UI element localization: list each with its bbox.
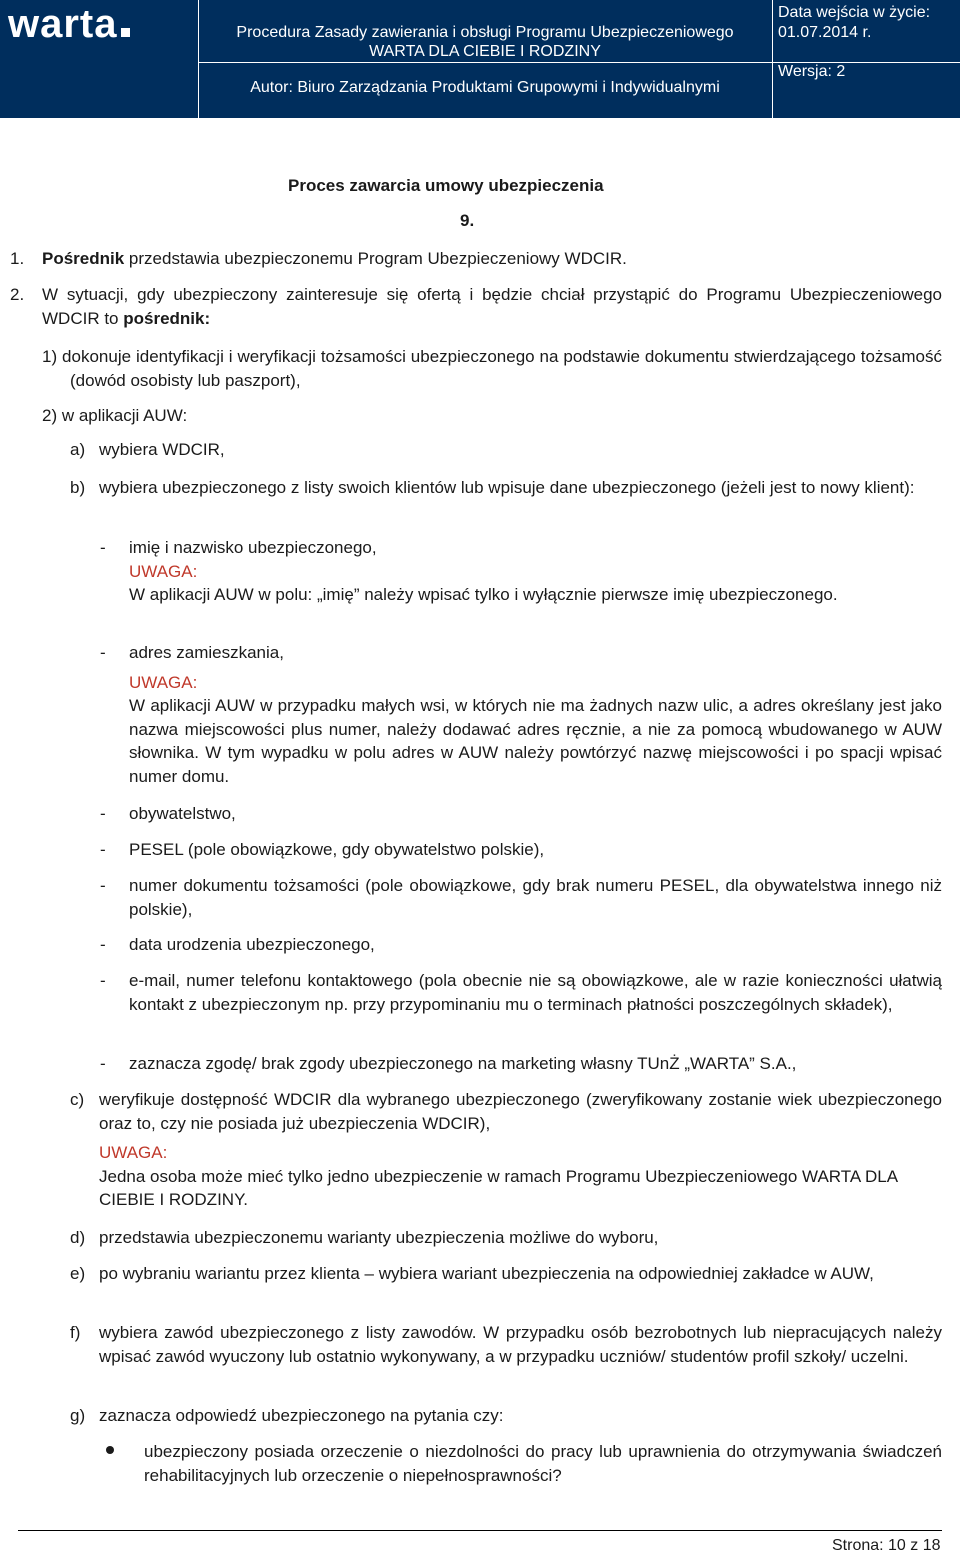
field-name: imię i nazwisko ubezpieczonego, UWAGA: W aplikacji AUW w polu: „imię” należy wpisać tylko i wyłącznie pierwsze imię ubezpieczonego. [129, 538, 838, 604]
footer-divider [18, 1530, 942, 1531]
subitem-1: 1) dokonuje identyfikacji i weryfikacji tożsamości ubezpieczonego na podstawie dokumentu stwierdzającego tożsamość (dowód osobisty lub paszport), [42, 347, 942, 390]
warta-logo: warta [8, 2, 130, 47]
e-text: po wybraniu wariantu przez klienta – wybiera wariant ubezpieczenia na odpowiedniej zakładce w AUW, [99, 1264, 874, 1283]
a-label: a) [70, 440, 86, 459]
dash: - [100, 538, 106, 557]
field-birth-date: data urodzenia ubezpieczonego, [129, 935, 375, 954]
g-text: zaznacza odpowiedź ubezpieczonego na pytania czy: [99, 1406, 504, 1425]
author: Autor: Biuro Zarządzania Produktami Grupowymi i Indywidualnymi [250, 79, 720, 96]
date-value: 01.07.2014 r. [778, 24, 872, 41]
field-id-document: numer dokumentu tożsamości (pole obowiązkowe, gdy brak numeru PESEL, dla obywatelstwa innego niż polskie), [129, 876, 942, 919]
dash: - [100, 876, 106, 895]
c-text: weryfikuje dostępność WDCIR dla wybranego ubezpieczonego (zweryfikowany zostanie wiek ubezpieczonego oraz to, czy nie posiada już ubezpieczenia WDCIR), UWAGA: Jedna osoba może mieć tylko jedno ubezpieczenie w ramach Programu Ubezpieczeniowego WARTA DLA CIEBIE I RODZINY. [99, 1090, 942, 1209]
f-label: f) [70, 1323, 81, 1342]
f-text: wybiera zawód ubezpieczonego z listy zawodów. W przypadku osób bezrobotnych lub niepracujących należy wpisać zawód wyuczony lub ostatnio wykonywany, a w przypadku uczniów/ studentów profil szkoły/ uczelni. [99, 1323, 942, 1366]
field-citizenship: obywatelstwo, [129, 804, 236, 823]
version: Wersja: 2 [778, 63, 846, 80]
dash: - [100, 840, 106, 859]
page-number: Strona: 10 z 18 [832, 1537, 941, 1554]
e-label: e) [70, 1264, 86, 1283]
g-label: g) [70, 1406, 86, 1425]
field-pesel: PESEL (pole obowiązkowe, gdy obywatelstwo polskie), [129, 840, 545, 859]
section-number: 9. [460, 211, 475, 230]
field-address: adres zamieszkania, UWAGA: W aplikacji AUW w przypadku małych wsi, w których nie ma żadnych nazw ulic, a adres określany jest jako nazwa miejscowości plus numer, należy dodawać adres ręcznie, a nie za pomocą wbudowanego w AUW słownika. W tym wypadku w polu adres w AUW należy powtórzyć nazwę miejscowości i po spacji wpisać numer domu. [129, 643, 942, 786]
item-2: W sytuacji, gdy ubezpieczony zainteresuje się ofertą i będzie chciał przystąpić do Programu Ubezpieczeniowego WDCIR to pośrednik: [42, 285, 942, 328]
dash: - [100, 971, 106, 990]
field-contact: e-mail, numer telefonu kontaktowego (pola obecnie nie są obowiązkowe, ale w razie konieczności ułatwią kontakt z ubezpieczonym np. przy przypominaniu mu o terminach płatności poszczególnych składek), [129, 971, 942, 1014]
c-label: c) [70, 1090, 85, 1109]
field-marketing-consent: zaznacza zgodę/ brak zgody ubezpieczonego na marketing własny TUnŻ „WARTA” S.A., [129, 1054, 797, 1073]
subitem-2: 2) w aplikacji AUW: [42, 406, 188, 425]
b-text: wybiera ubezpieczonego z listy swoich klientów lub wpisuje dane ubezpieczonego (jeżeli jest to nowy klient): [99, 478, 915, 497]
dash: - [100, 804, 106, 823]
bullet-dot [106, 1446, 114, 1454]
dash: - [100, 643, 106, 662]
dash: - [100, 935, 106, 954]
b-label: b) [70, 478, 86, 497]
d-text: przedstawia ubezpieczonemu warianty ubezpieczenia możliwe do wyboru, [99, 1228, 659, 1247]
date-label: Data wejścia w życie: [778, 4, 931, 21]
d-label: d) [70, 1228, 86, 1247]
page-title: Proces zawarcia umowy ubezpieczenia [288, 176, 604, 195]
a-text: wybiera WDCIR, [99, 440, 225, 459]
item-1: Pośrednik przedstawia ubezpieczonemu Program Ubezpieczeniowy WDCIR. [42, 249, 627, 268]
document-header [0, 0, 960, 118]
procedure-title: Procedura Zasady zawierania i obsługi Programu Ubezpieczeniowego WARTA DLA CIEBIE I RODZINY [236, 24, 734, 60]
dash: - [100, 1054, 106, 1073]
item-1-number: 1. [10, 249, 25, 268]
bullet-question: ubezpieczony posiada orzeczenie o niezdolności do pracy lub uprawnienia do otrzymywania świadczeń rehabilitacyjnych lub orzeczenie o niepełnosprawności? [144, 1442, 942, 1485]
item-2-number: 2. [10, 285, 25, 304]
